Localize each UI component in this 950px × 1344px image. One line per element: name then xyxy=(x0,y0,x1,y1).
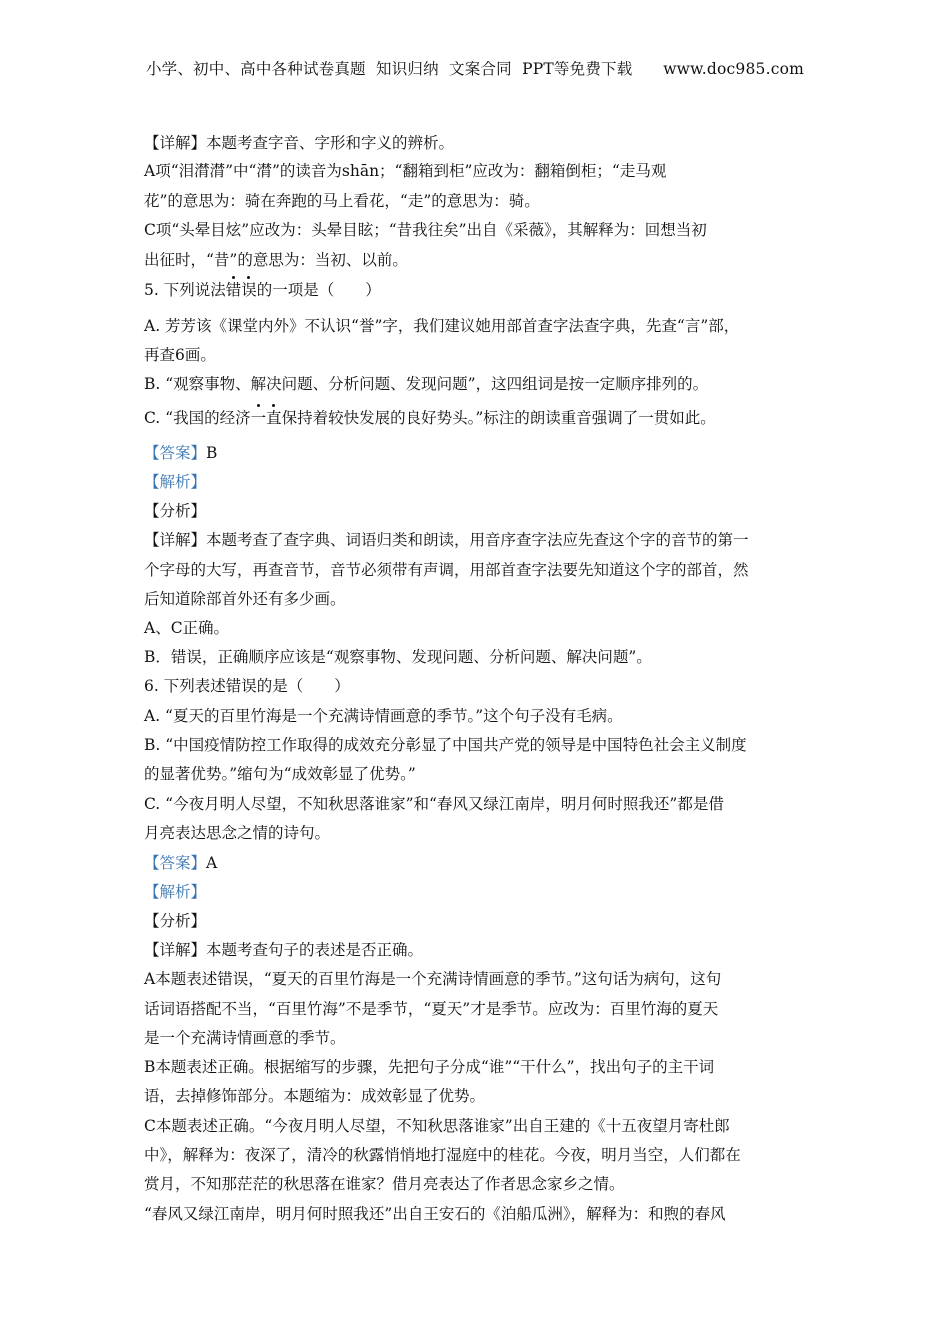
text-line: 【分析】 xyxy=(144,912,207,930)
text-line: A. “夏天的百里竹海是一个充满诗情画意的季节。”这个句子没有毛病。 xyxy=(144,707,623,725)
header-url: www.doc985.com xyxy=(663,60,805,78)
text-line: B．错误，正确顺序应该是“观察事物、发现问题、分析问题、解决问题”。 xyxy=(144,648,652,666)
text-line: A. 芳芳该《课堂内外》不认识“誉”字，我们建议她用部首查字法查字典，先查“言”部， xyxy=(144,317,740,335)
text-line: 语，去掉修饰部分。本题缩为：成效彰显了优势。 xyxy=(144,1087,486,1105)
text-line: 花”的意思为：骑在奔跑的马上看花，“走”的意思为：骑。 xyxy=(144,192,540,210)
text-line: B. “中国疫情防控工作取得的成效充分彰显了中国共产党的领导是中国特色社会主义制度 xyxy=(144,736,747,754)
text-line: 【分析】 xyxy=(144,502,207,520)
text-line: 再查6画。 xyxy=(144,346,216,364)
emphasis-char: 误 xyxy=(241,281,257,299)
text-line: 话词语搭配不当，“百里竹海”不是季节，“夏天”才是季节。应改为：百里竹海的夏天 xyxy=(144,1000,719,1018)
text-line: 【详解】本题考查了查字典、词语归类和朗读，用音序查字法应先查这个字的音节的第一 xyxy=(144,531,749,549)
text-line: 后知道除部首外还有多少画。 xyxy=(144,590,346,608)
text-line: C本题表述正确。“今夜月明人尽望，不知秋思落谁家”出自王建的《十五夜望月寄杜郎 xyxy=(144,1117,730,1135)
text-line: A本题表述错误，“夏天的百里竹海是一个充满诗情画意的季节。”这句话为病句，这句 xyxy=(144,970,722,988)
emphasis-char: 直 xyxy=(266,409,282,427)
text-line: A、C正确。 xyxy=(144,619,230,637)
answer-label: 【答案】 xyxy=(144,444,207,462)
text-line: B. “观察事物、解决问题、分析问题、发现问题”，这四组词是按一定顺序排列的。 xyxy=(144,375,709,393)
text-line: C. “我国的经济一直保持着较快发展的良好势头。”标注的朗读重音强调了一贯如此。 xyxy=(144,409,716,427)
text-line: 【解析】 xyxy=(144,883,207,901)
text-line: C. “今夜月明人尽望，不知秋思落谁家”和“春风又绿江南岸，明月何时照我还”都是借 xyxy=(144,795,724,813)
page-header xyxy=(0,57,950,79)
header-text: 小学、初中、高中各种试卷真题 知识归纳 文案合同 PPT等免费下载 xyxy=(145,60,633,78)
text-line: A项“泪潸潸”中“潸”的读音为shān；“翻箱到柜”应改为：翻箱倒柜；“走马观 xyxy=(144,162,667,180)
text-line: 【详解】本题考查句子的表述是否正确。 xyxy=(144,941,424,959)
emphasis-char: 一 xyxy=(250,409,267,427)
text-line: 【详解】本题考查字音、字形和字义的辨析。 xyxy=(144,134,455,152)
text-line: 是一个充满诗情画意的季节。 xyxy=(144,1029,346,1047)
text-line xyxy=(144,852,217,874)
text-line: 【解析】 xyxy=(144,473,207,491)
text-line: 出征时，“昔”的意思为：当初、以前。 xyxy=(144,251,408,269)
text-line: 6. 下列表述错误的是（ ） xyxy=(144,677,350,695)
text-line: 个字母的大写，再查音节，音节必须带有声调，用部首查字法要先知道这个字的部首，然 xyxy=(144,561,749,579)
text-line: “春风又绿江南岸，明月何时照我还”出自王安石的《泊船瓜洲》，解释为：和煦的春风 xyxy=(144,1205,726,1223)
answer-value: B xyxy=(206,444,218,462)
text-line: 赏月，不知那茫茫的秋思落在谁家？借月亮表达了作者思念家乡之情。 xyxy=(144,1175,625,1193)
emphasis-char: 错 xyxy=(225,281,242,299)
answer-label: 【答案】 xyxy=(144,854,207,872)
text-line: B本题表述正确。根据缩写的步骤，先把句子分成“谁”“干什么”，找出句子的主干词 xyxy=(144,1058,715,1076)
text-line: 5. 下列说法错误的一项是（ ） xyxy=(144,281,381,299)
text-line: C项“头晕目炫”应改为：头晕目眩；“昔我往矣”出自《采薇》，其解释为：回想当初 xyxy=(144,221,707,239)
text-line: 的显著优势。”缩句为“成效彰显了优势。” xyxy=(144,765,416,783)
text-line: 月亮表达思念之情的诗句。 xyxy=(144,824,331,842)
answer-value: A xyxy=(206,854,218,872)
text-line xyxy=(144,442,217,464)
text-line: 中》，解释为：夜深了，清冷的秋露悄悄地打湿庭中的桂花。今夜，明月当空，人们都在 xyxy=(144,1146,741,1164)
